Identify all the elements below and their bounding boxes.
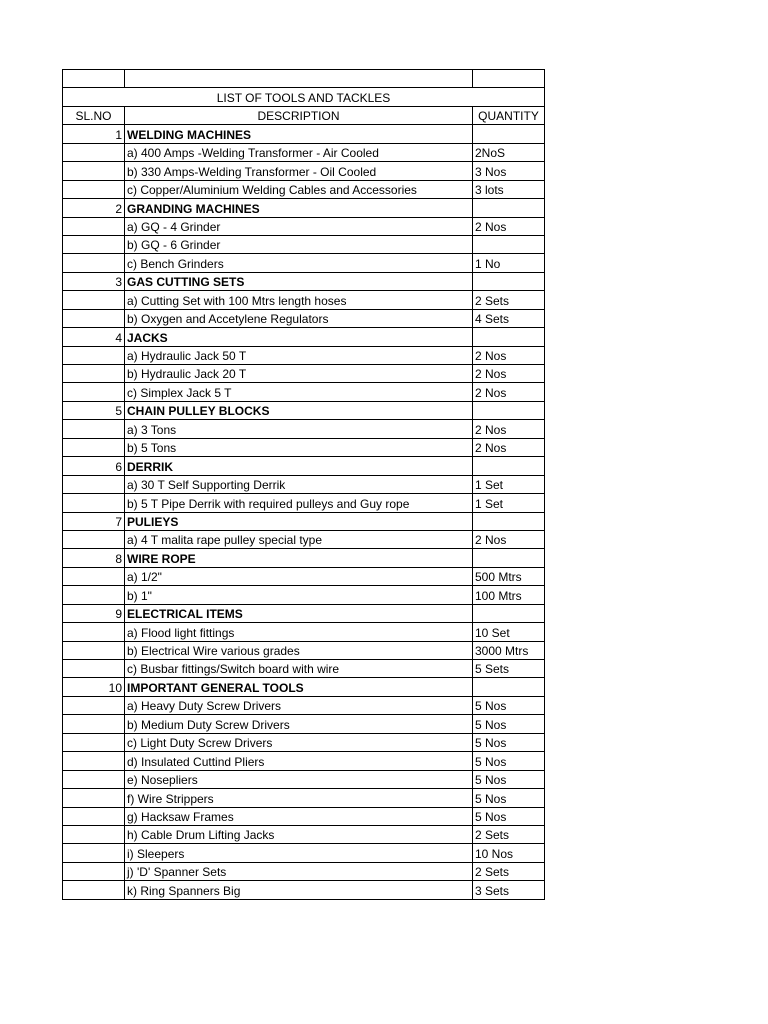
quantity-cell — [473, 272, 545, 290]
table-row — [63, 752, 545, 770]
description-cell: b) 5 T Pipe Derrik with required pulleys and Guy rope — [125, 494, 473, 512]
description-cell: j) 'D' Spanner Sets — [125, 862, 473, 880]
description-cell: a) Hydraulic Jack 50 T — [125, 346, 473, 364]
serial-number-cell — [63, 494, 125, 512]
description-cell: a) 400 Amps -Welding Transformer - Air Cooled — [125, 143, 473, 161]
section-heading-row — [63, 457, 545, 475]
quantity-cell: 5 Nos — [473, 696, 545, 714]
serial-number-cell — [63, 825, 125, 843]
serial-number-cell — [63, 567, 125, 585]
table-row — [63, 475, 545, 493]
quantity-cell: 2NoS — [473, 143, 545, 161]
quantity-cell: 4 Sets — [473, 309, 545, 327]
section-heading-cell: DERRIK — [125, 457, 473, 475]
description-cell: g) Hacksaw Frames — [125, 807, 473, 825]
quantity-cell — [473, 125, 545, 143]
description-cell: a) 30 T Self Supporting Derrik — [125, 475, 473, 493]
serial-number-cell — [63, 881, 125, 899]
section-heading-row — [63, 199, 545, 217]
section-heading-row — [63, 401, 545, 419]
quantity-cell: 500 Mtrs — [473, 567, 545, 585]
quantity-cell: 5 Nos — [473, 770, 545, 788]
serial-number-cell — [63, 623, 125, 641]
quantity-cell — [473, 235, 545, 253]
quantity-cell: 2 Nos — [473, 365, 545, 383]
table-row — [63, 346, 545, 364]
description-cell: a) Cutting Set with 100 Mtrs length hoses — [125, 291, 473, 309]
quantity-cell: 2 Nos — [473, 530, 545, 548]
quantity-cell: 5 Nos — [473, 752, 545, 770]
quantity-cell — [473, 328, 545, 346]
table-row — [63, 143, 545, 161]
serial-number-cell — [63, 162, 125, 180]
table-row — [63, 715, 545, 733]
table-body — [63, 70, 545, 900]
serial-number-cell: 1 — [63, 125, 125, 143]
header-quantity: QUANTITY — [473, 106, 545, 124]
quantity-cell: 3 Nos — [473, 162, 545, 180]
quantity-cell: 5 Sets — [473, 660, 545, 678]
serial-number-cell — [63, 346, 125, 364]
description-cell: d) Insulated Cuttind Pliers — [125, 752, 473, 770]
serial-number-cell — [63, 641, 125, 659]
table-row — [63, 862, 545, 880]
quantity-cell: 3000 Mtrs — [473, 641, 545, 659]
serial-number-cell: 4 — [63, 328, 125, 346]
table-row — [63, 420, 545, 438]
section-heading-cell: IMPORTANT GENERAL TOOLS — [125, 678, 473, 696]
description-cell: b) Hydraulic Jack 20 T — [125, 365, 473, 383]
table-row — [63, 586, 545, 604]
quantity-cell — [473, 401, 545, 419]
table-row — [63, 844, 545, 862]
quantity-cell — [473, 512, 545, 530]
header-description: DESCRIPTION — [125, 106, 473, 124]
table-row — [63, 623, 545, 641]
quantity-cell: 2 Nos — [473, 346, 545, 364]
serial-number-cell — [63, 715, 125, 733]
section-heading-row — [63, 328, 545, 346]
serial-number-cell: 2 — [63, 199, 125, 217]
description-cell: h) Cable Drum Lifting Jacks — [125, 825, 473, 843]
serial-number-cell — [63, 438, 125, 456]
description-cell: b) 1" — [125, 586, 473, 604]
quantity-cell: 5 Nos — [473, 733, 545, 751]
description-cell: c) Copper/Aluminium Welding Cables and Accessories — [125, 180, 473, 198]
header-row — [63, 106, 545, 124]
table-row — [63, 881, 545, 899]
quantity-cell: 2 Nos — [473, 438, 545, 456]
description-cell: a) GQ - 4 Grinder — [125, 217, 473, 235]
serial-number-cell — [63, 770, 125, 788]
serial-number-cell — [63, 143, 125, 161]
table-row — [63, 696, 545, 714]
description-cell: a) 4 T malita rape pulley special type — [125, 530, 473, 548]
section-heading-cell: PULIEYS — [125, 512, 473, 530]
table-row — [63, 641, 545, 659]
serial-number-cell — [63, 365, 125, 383]
section-heading-cell: JACKS — [125, 328, 473, 346]
blank-cell — [473, 70, 545, 88]
section-heading-row — [63, 549, 545, 567]
table-row — [63, 309, 545, 327]
section-heading-row — [63, 604, 545, 622]
serial-number-cell: 7 — [63, 512, 125, 530]
table-row — [63, 217, 545, 235]
description-cell: c) Light Duty Screw Drivers — [125, 733, 473, 751]
quantity-cell: 100 Mtrs — [473, 586, 545, 604]
serial-number-cell — [63, 383, 125, 401]
quantity-cell: 10 Nos — [473, 844, 545, 862]
quantity-cell: 5 Nos — [473, 789, 545, 807]
table-row — [63, 770, 545, 788]
tools-table — [62, 69, 545, 900]
description-cell: b) 330 Amps-Welding Transformer - Oil Cooled — [125, 162, 473, 180]
quantity-cell — [473, 549, 545, 567]
quantity-cell — [473, 199, 545, 217]
serial-number-cell — [63, 696, 125, 714]
serial-number-cell — [63, 309, 125, 327]
serial-number-cell: 3 — [63, 272, 125, 290]
table-row — [63, 180, 545, 198]
quantity-cell: 2 Sets — [473, 825, 545, 843]
section-heading-cell: GRANDING MACHINES — [125, 199, 473, 217]
serial-number-cell — [63, 807, 125, 825]
description-cell: a) 1/2" — [125, 567, 473, 585]
table-row — [63, 733, 545, 751]
section-heading-cell: CHAIN PULLEY BLOCKS — [125, 401, 473, 419]
serial-number-cell — [63, 217, 125, 235]
table-row — [63, 235, 545, 253]
description-cell: c) Busbar fittings/Switch board with wire — [125, 660, 473, 678]
serial-number-cell: 6 — [63, 457, 125, 475]
serial-number-cell — [63, 789, 125, 807]
table-row — [63, 254, 545, 272]
description-cell: b) GQ - 6 Grinder — [125, 235, 473, 253]
section-heading-row — [63, 272, 545, 290]
table-row — [63, 825, 545, 843]
section-heading-cell: WELDING MACHINES — [125, 125, 473, 143]
quantity-cell: 1 Set — [473, 494, 545, 512]
serial-number-cell: 5 — [63, 401, 125, 419]
table-row — [63, 660, 545, 678]
quantity-cell: 2 Sets — [473, 291, 545, 309]
serial-number-cell — [63, 586, 125, 604]
quantity-cell — [473, 678, 545, 696]
description-cell: b) 5 Tons — [125, 438, 473, 456]
table-row — [63, 291, 545, 309]
serial-number-cell — [63, 844, 125, 862]
description-cell: c) Bench Grinders — [125, 254, 473, 272]
quantity-cell: 2 Nos — [473, 420, 545, 438]
quantity-cell: 1 No — [473, 254, 545, 272]
quantity-cell: 2 Nos — [473, 383, 545, 401]
header-slno: SL.NO — [63, 106, 125, 124]
quantity-cell: 1 Set — [473, 475, 545, 493]
quantity-cell: 5 Nos — [473, 715, 545, 733]
blank-cell — [125, 70, 473, 88]
serial-number-cell — [63, 660, 125, 678]
table-row — [63, 383, 545, 401]
table-row — [63, 365, 545, 383]
serial-number-cell — [63, 862, 125, 880]
table-row — [63, 567, 545, 585]
section-heading-row — [63, 512, 545, 530]
serial-number-cell — [63, 420, 125, 438]
table-row — [63, 807, 545, 825]
description-cell: f) Wire Strippers — [125, 789, 473, 807]
serial-number-cell: 10 — [63, 678, 125, 696]
section-heading-cell: ELECTRICAL ITEMS — [125, 604, 473, 622]
description-cell: i) Sleepers — [125, 844, 473, 862]
serial-number-cell — [63, 733, 125, 751]
serial-number-cell — [63, 752, 125, 770]
serial-number-cell: 9 — [63, 604, 125, 622]
description-cell: b) Medium Duty Screw Drivers — [125, 715, 473, 733]
section-heading-row — [63, 125, 545, 143]
table-row — [63, 789, 545, 807]
table-title: LIST OF TOOLS AND TACKLES — [63, 88, 545, 106]
description-cell: k) Ring Spanners Big — [125, 881, 473, 899]
table-row — [63, 438, 545, 456]
table-row — [63, 162, 545, 180]
description-cell: a) 3 Tons — [125, 420, 473, 438]
quantity-cell: 10 Set — [473, 623, 545, 641]
quantity-cell: 2 Sets — [473, 862, 545, 880]
description-cell: b) Oxygen and Accetylene Regulators — [125, 309, 473, 327]
description-cell: c) Simplex Jack 5 T — [125, 383, 473, 401]
serial-number-cell: 8 — [63, 549, 125, 567]
section-heading-row — [63, 678, 545, 696]
section-heading-cell: GAS CUTTING SETS — [125, 272, 473, 290]
quantity-cell: 3 lots — [473, 180, 545, 198]
serial-number-cell — [63, 235, 125, 253]
table-row — [63, 494, 545, 512]
section-heading-cell: WIRE ROPE — [125, 549, 473, 567]
quantity-cell — [473, 457, 545, 475]
serial-number-cell — [63, 254, 125, 272]
title-row — [63, 88, 545, 106]
serial-number-cell — [63, 291, 125, 309]
description-cell: e) Nosepliers — [125, 770, 473, 788]
quantity-cell: 5 Nos — [473, 807, 545, 825]
quantity-cell — [473, 604, 545, 622]
description-cell: b) Electrical Wire various grades — [125, 641, 473, 659]
quantity-cell: 2 Nos — [473, 217, 545, 235]
quantity-cell: 3 Sets — [473, 881, 545, 899]
description-cell: a) Heavy Duty Screw Drivers — [125, 696, 473, 714]
description-cell: a) Flood light fittings — [125, 623, 473, 641]
blank-cell — [63, 70, 125, 88]
serial-number-cell — [63, 475, 125, 493]
table-row — [63, 530, 545, 548]
blank-row — [63, 70, 545, 88]
serial-number-cell — [63, 180, 125, 198]
serial-number-cell — [63, 530, 125, 548]
